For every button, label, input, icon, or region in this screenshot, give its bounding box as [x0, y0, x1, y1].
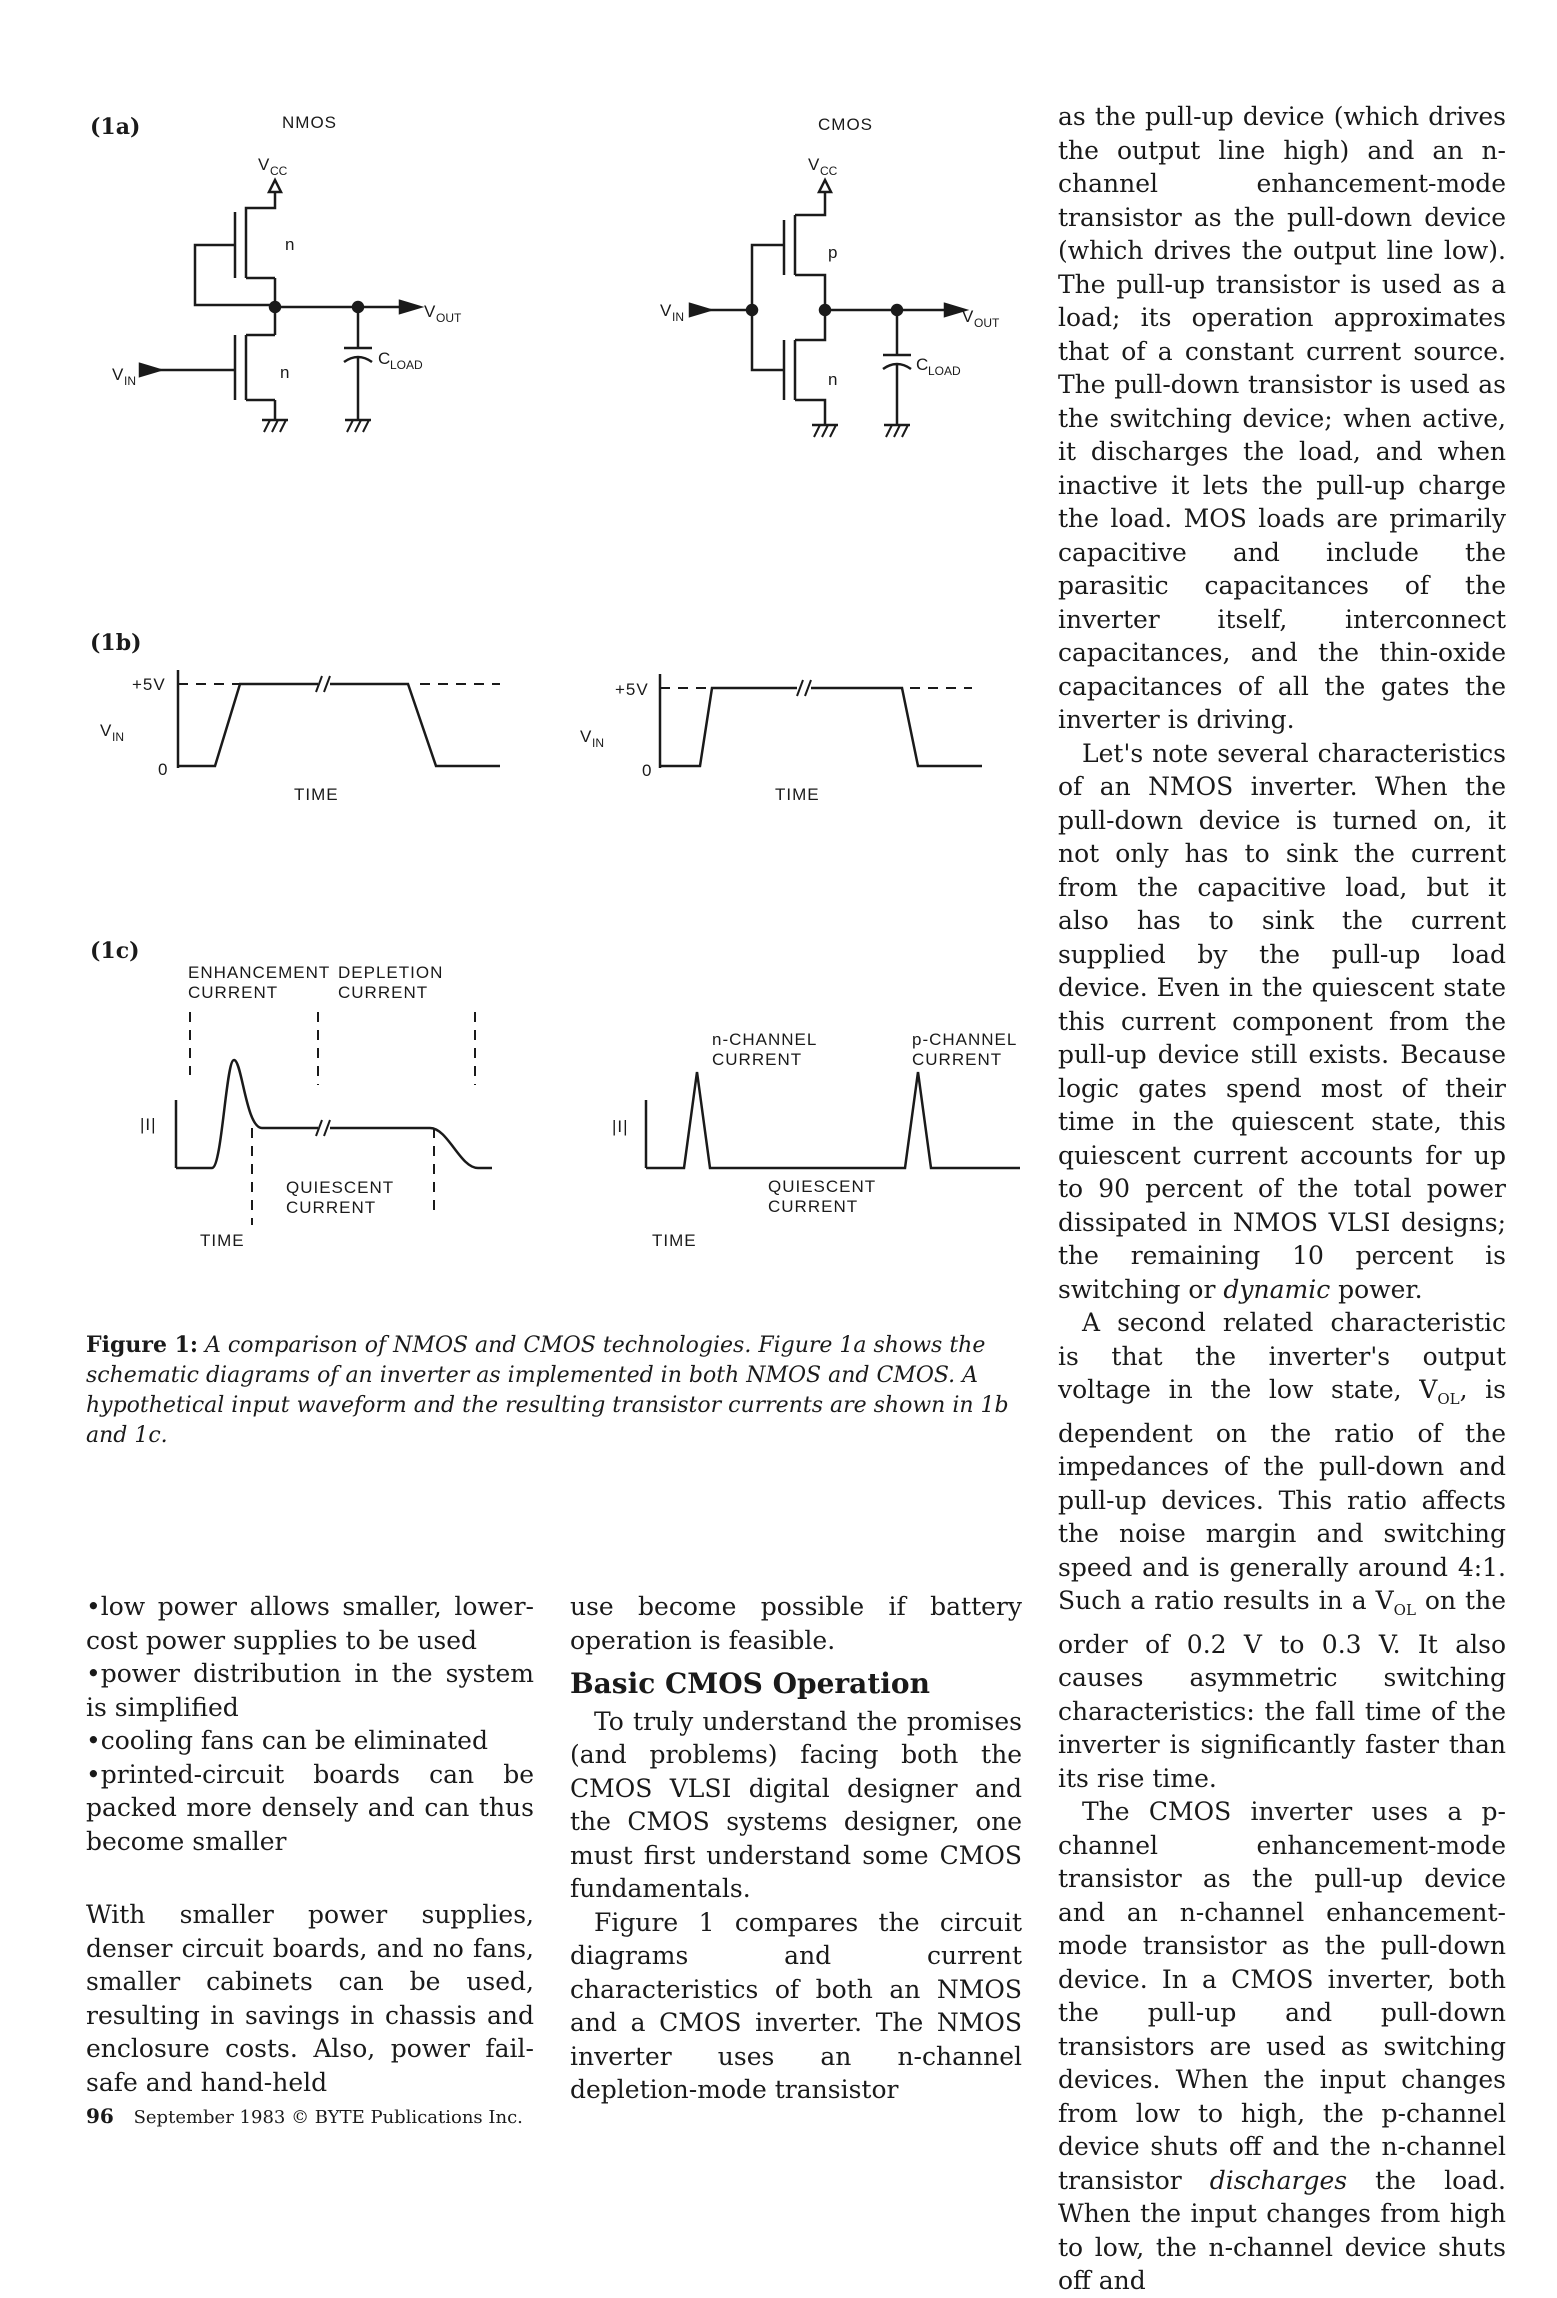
nmos-vout-label: V	[424, 302, 437, 321]
cmos-cload-sub: LOAD	[928, 364, 961, 378]
cmos-quiescent-label-1: QUIESCENT	[768, 1177, 877, 1196]
bullet-item: •low power allows smaller, lower-cost power supplies to be used	[86, 1592, 534, 1655]
pchan-current-label-2: CURRENT	[912, 1050, 1003, 1069]
paragraph-text: the load. When the input changes from high to low, the n-channel device shuts off and	[1058, 2165, 1506, 2295]
cmos-title: CMOS	[818, 115, 873, 134]
enh-current-label-1: ENHANCEMENT	[188, 963, 331, 982]
paragraph-text: power.	[1330, 1274, 1423, 1304]
cmos-vin-sub: IN	[672, 310, 684, 324]
paragraph-text: The CMOS inverter uses a p-channel enhancement-mode transistor as the pull-up device and an n-channel enhancement-mode transistor as the pull-down device. In a CMOS inverter, both the pull-up and pull-down transistors are used as switching devices. When the input changes from low to high, the p-channel device shuts off and the n-channel transistor	[1058, 1797, 1506, 2195]
text-column-3	[1058, 100, 1506, 2298]
enh-current-label-2: CURRENT	[188, 983, 279, 1002]
nmos-input-waveform	[100, 670, 500, 804]
caption-label: Figure 1:	[86, 1332, 199, 1358]
paragraph: With smaller power supplies, denser circuit boards, and no fans, smaller cabinets can be used, resulting in savings in chassis and enclosure costs. Also, power fail-safe and hand-held	[86, 1900, 534, 2097]
paragraph-text: Let's note several characteristics of an NMOS inverter. When the pull-down device is turned on, it not only has to sink the current from the capacitive load, but it also has to sink the current supplied by the pull-up load device. Even in the quiescent state this current component from the pull-up device still exists. Because logic gates spend most of their time in the quiescent state, this quiescent current accounts for up to 90 percent of the total power dissipated in NMOS VLSI designs; the remaining 10 percent is switching or	[1058, 738, 1506, 1304]
cmos-vout-sub: OUT	[974, 316, 1000, 330]
cmos-vin-axis: V	[580, 727, 593, 746]
cmos-vin-label: V	[660, 301, 673, 320]
nmos-vcc-wire	[246, 192, 275, 212]
nmos-title: NMOS	[282, 113, 337, 132]
cmos-vcc-label: V	[808, 155, 821, 174]
nmos-vcc-label: V	[258, 155, 271, 174]
text-column-1	[86, 1590, 534, 2099]
paragraph	[1058, 1306, 1506, 1795]
cmos-lower-type: n	[828, 370, 839, 389]
nmos-time-label: TIME	[294, 785, 339, 804]
nmos-5v-label: +5V	[132, 675, 166, 694]
subscript: OL	[1393, 1601, 1416, 1619]
bullet-item: •cooling fans can be eliminated	[86, 1726, 488, 1755]
paragraph-text: on the order of 0.2 V to 0.3 V. It also causes asymmetric switching characteristics: the fall time of the inverter is significantly faster than its rise time.	[1058, 1586, 1506, 1793]
figure-caption	[86, 1330, 1026, 1451]
cmos-vcc-arrow	[819, 180, 831, 192]
nmos-vin-sub: IN	[124, 374, 136, 388]
nmos-quiescent-label-2: CURRENT	[286, 1198, 377, 1217]
cmos-upper-type: p	[828, 243, 839, 262]
nmos-vcc-sub: CC	[270, 164, 288, 178]
nchan-current-label-1: n-CHANNEL	[712, 1030, 818, 1049]
bullet-item: •power distribution in the system is simplified	[86, 1659, 534, 1722]
caption-text: A comparison of NMOS and CMOS technologies. Figure 1a shows the schematic diagrams of an inverter as implemented in both NMOS and CMOS. A hypothetical input waveform and the resulting transistor currents are shown in 1b and 1c.	[86, 1333, 1009, 1448]
nmos-vin-axis-sub: IN	[112, 730, 124, 744]
cmos-5v-label: +5V	[615, 680, 649, 699]
paragraph	[1058, 737, 1506, 1307]
paragraph: as the pull-up device (which drives the output line high) and an n-channel enhancement-mode transistor as the pull-down device (which drives the output line low). The pull-up transistor is used as a load; its operation approximates that of a constant current source. The pull-down transistor is used as the switching device; when active, it discharges the load, and when inactive it lets the pull-up charge the load. MOS loads are primarily capacitive and include the parasitic capacitances of the inverter itself, interconnect capacitances, and the thin-oxide capacitances of all the gates the inverter is driving.	[1058, 102, 1506, 734]
cmos-time-label-c: TIME	[652, 1231, 697, 1250]
cmos-time-label: TIME	[775, 785, 820, 804]
cmos-current-waveform	[612, 1030, 1020, 1250]
nmos-vcc-arrow	[269, 180, 281, 192]
nmos-schematic	[112, 155, 462, 432]
pchan-current-label-1: p-CHANNEL	[912, 1030, 1018, 1049]
cmos-cload-label: C	[916, 355, 930, 374]
emphasis: discharges	[1209, 2165, 1348, 2195]
text-column-2	[570, 1590, 1022, 2107]
dep-current-label-2: CURRENT	[338, 983, 429, 1002]
section-heading: Basic CMOS Operation	[570, 1667, 930, 1700]
cmos-zero-label: 0	[642, 761, 653, 780]
nmos-vout-arrow	[400, 301, 420, 313]
nmos-cload-sub: LOAD	[390, 358, 423, 372]
nmos-vout-sub: OUT	[436, 311, 462, 325]
cmos-input-waveform	[580, 674, 982, 804]
figure-1-diagrams	[0, 0, 1040, 1320]
paragraph: To truly understand the promises (and problems) facing both the CMOS VLSI digital designer and the CMOS systems designer, one must first understand some CMOS fundamentals.	[570, 1706, 1022, 1903]
nmos-vin-label: V	[112, 365, 125, 384]
nmos-current-waveform	[140, 963, 492, 1250]
paragraph-text: A second related characteristic is that the inverter's output voltage in the low state, V	[1058, 1308, 1506, 1404]
nmos-cload-label: C	[378, 349, 392, 368]
cmos-vin-axis-sub: IN	[592, 736, 604, 750]
dep-current-label-1: DEPLETION	[338, 963, 444, 982]
footer-text: September 1983 © BYTE Publications Inc.	[133, 2107, 523, 2128]
page-footer	[86, 2104, 523, 2128]
paragraph: use become possible if battery operation is feasible.	[570, 1592, 1022, 1655]
paragraph: Figure 1 compares the circuit diagrams and current characteristics of both an NMOS and a CMOS inverter. The NMOS inverter uses an n-channel depletion-mode transistor	[570, 1907, 1022, 2104]
paragraph	[1058, 1795, 1506, 2298]
nmos-time-label-c: TIME	[200, 1231, 245, 1250]
panel-label-1b: (1b)	[90, 630, 142, 656]
nmos-upper-type: n	[285, 235, 296, 254]
panel-label-1c: (1c)	[90, 938, 140, 964]
panel-label-1a: (1a)	[90, 114, 141, 140]
nmos-current-axis: |I|	[140, 1115, 157, 1134]
cmos-vcc-sub: CC	[820, 164, 838, 178]
nmos-lower-type: n	[280, 363, 291, 382]
subscript: OL	[1437, 1390, 1460, 1408]
emphasis: dynamic	[1223, 1274, 1331, 1304]
bullet-item: •printed-circuit boards can be packed more densely and can thus become smaller	[86, 1759, 534, 1856]
nmos-vin-axis: V	[100, 721, 113, 740]
nchan-current-label-2: CURRENT	[712, 1050, 803, 1069]
nmos-quiescent-label-1: QUIESCENT	[286, 1178, 395, 1197]
cmos-schematic	[660, 155, 1000, 437]
page-number: 96	[86, 2104, 114, 2128]
paragraph-text: , is dependent on the ratio of the impedances of the pull-down and pull-up devices. This ratio affects the noise margin and switching speed and is generally around 4:1. Such a ratio results in a V	[1058, 1375, 1507, 1615]
figure-1	[0, 0, 1040, 1480]
cmos-quiescent-label-2: CURRENT	[768, 1197, 859, 1216]
cmos-vout-label: V	[962, 307, 975, 326]
nmos-zero-label: 0	[158, 760, 169, 779]
cmos-current-axis: |I|	[612, 1117, 629, 1136]
